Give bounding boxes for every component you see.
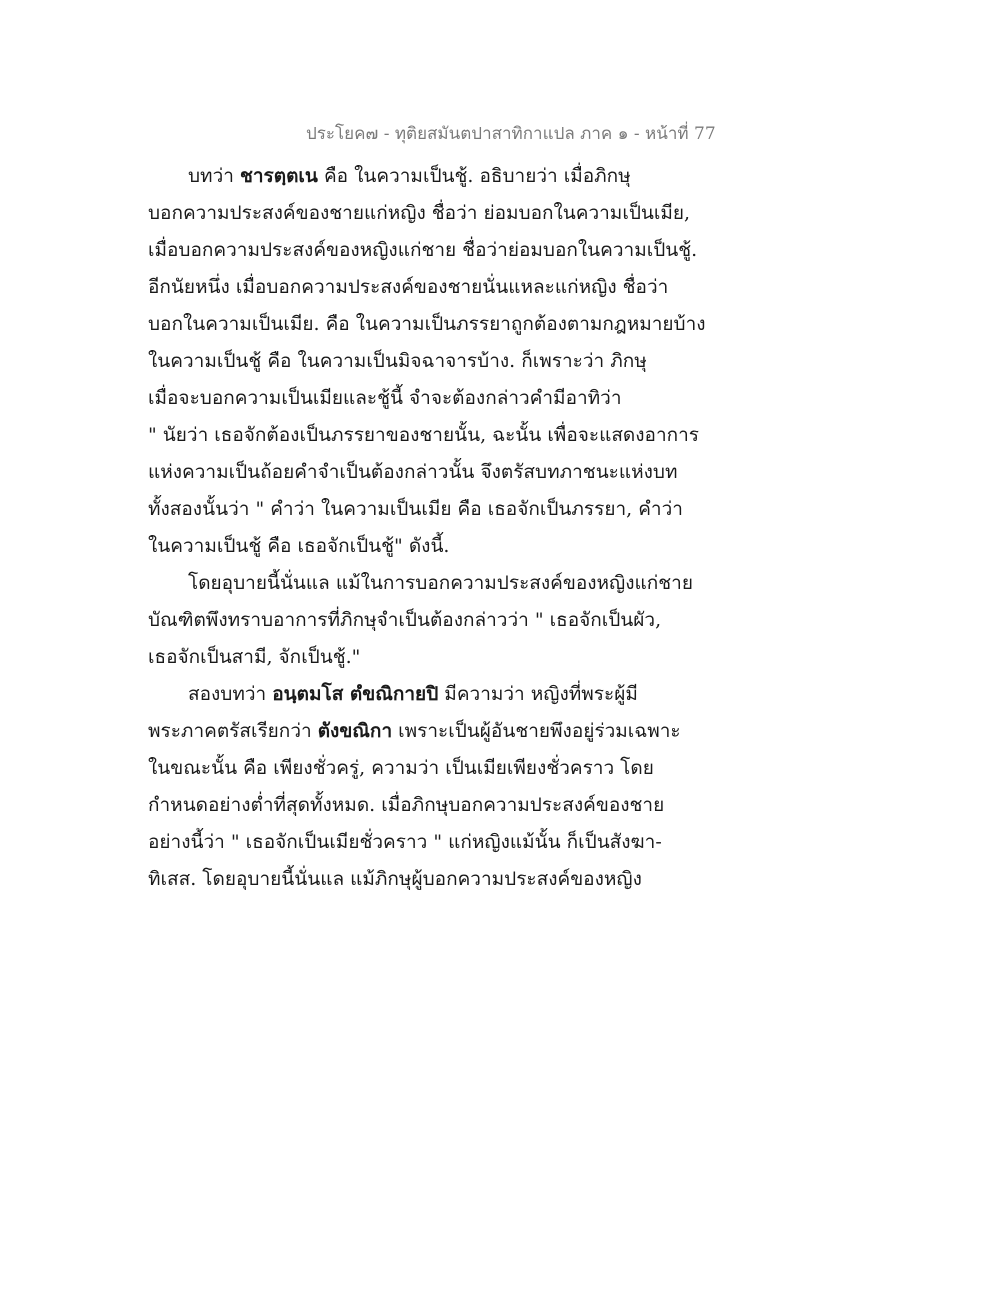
text-segment: กำหนดอย่างต่ำที่สุดทั้งหมด. เมื่อภิกษุบอกความประสงค์ของชาย — [148, 794, 665, 816]
text-segment: " นัยว่า เธอจักต้องเป็นภรรยาของชายนั้น, ฉะนั้น เพื่อจะแสดงอาการ — [148, 424, 699, 446]
text-line — [148, 861, 708, 898]
text-segment: มีความว่า หญิงที่พระผู้มี — [438, 683, 638, 705]
text-segment: เธอจักเป็นสามี, จักเป็นชู้." — [148, 646, 361, 668]
body-text — [148, 158, 708, 898]
bold-term: อนฺตมโส ตํขณิกายปิ — [272, 683, 439, 705]
text-segment: ในความเป็นชู้ คือ เธอจักเป็นชู้" ดังนี้. — [148, 535, 450, 557]
text-line — [148, 269, 708, 306]
text-line — [148, 750, 708, 787]
text-segment: คือ ในความเป็นชู้. อธิบายว่า เมื่อภิกษุ — [317, 165, 631, 187]
text-line — [148, 380, 708, 417]
text-segment: โดยอุบายนี้นั่นแล แม้ในการบอกความประสงค์ของหญิงแก่ชาย — [188, 572, 693, 594]
text-segment: ทั้งสองนั้นว่า " คำว่า ในความเป็นเมีย คือ เธอจักเป็นภรรยา, คำว่า — [148, 498, 683, 520]
paragraph — [148, 158, 708, 565]
text-segment: ในความเป็นชู้ คือ ในความเป็นมิจฉาจารบ้าง. ก็เพราะว่า ภิกษุ — [148, 350, 647, 372]
text-segment: เพราะเป็นผู้อันชายพึงอยู่ร่วมเฉพาะ — [392, 720, 681, 742]
text-line — [148, 417, 708, 454]
bold-term: ตังขณิกา — [317, 720, 393, 742]
text-line — [148, 824, 708, 861]
text-line — [148, 454, 708, 491]
text-segment: สองบทว่า — [188, 683, 273, 705]
text-line — [148, 158, 708, 195]
text-segment: ทิเสส. โดยอุบายนี้นั่นแล แม้ภิกษุผู้บอกความประสงค์ของหญิง — [148, 868, 642, 890]
text-line — [148, 787, 708, 824]
text-segment: อีกนัยหนึ่ง เมื่อบอกความประสงค์ของชายนั่นแหละแก่หญิง ชื่อว่า — [148, 276, 669, 298]
text-segment: อย่างนี้ว่า " เธอจักเป็นเมียชั่วคราว " แก่หญิงแม้นั้น ก็เป็นสังฆา- — [148, 831, 662, 853]
text-segment: บัณฑิตพึงทราบอาการที่ภิกษุจำเป็นต้องกล่าวว่า " เธอจักเป็นผัว, — [148, 609, 662, 631]
text-line — [148, 602, 708, 639]
bold-term: ชารตฺตเน — [239, 165, 318, 187]
text-segment: พระภาคตรัสเรียกว่า — [148, 720, 318, 742]
paragraph — [148, 676, 708, 898]
text-line — [148, 639, 708, 676]
text-line — [148, 565, 708, 602]
text-segment: แห่งความเป็นถ้อยคำจำเป็นต้องกล่าวนั้น จึงตรัสบทภาชนะแห่งบท — [148, 461, 678, 483]
text-segment: เมื่อบอกความประสงค์ของหญิงแก่ชาย ชื่อว่าย่อมบอกในความเป็นชู้. — [148, 239, 698, 261]
text-line — [148, 343, 708, 380]
text-segment: เมื่อจะบอกความเป็นเมียและชู้นี้ จำจะต้องกล่าวคำมีอาทิว่า — [148, 387, 622, 409]
text-line — [148, 528, 708, 565]
running-header: ประโยค๗ - ทุติยสมันตปาสาทิกาแปล ภาค ๑ - หน้าที่ 77 — [306, 124, 716, 144]
text-line — [148, 306, 708, 343]
text-line — [148, 232, 708, 269]
text-segment: ในขณะนั้น คือ เพียงชั่วครู่, ความว่า เป็นเมียเพียงชั่วคราว โดย — [148, 757, 654, 779]
text-line — [148, 676, 708, 713]
text-segment: บอกความประสงค์ของชายแก่หญิง ชื่อว่า ย่อมบอกในความเป็นเมีย, — [148, 202, 691, 224]
text-line — [148, 195, 708, 232]
text-segment: บทว่า — [188, 165, 240, 187]
text-line — [148, 491, 708, 528]
paragraph — [148, 565, 708, 676]
text-line — [148, 713, 708, 750]
text-segment: บอกในความเป็นเมีย. คือ ในความเป็นภรรยาถูกต้องตามกฎหมายบ้าง — [148, 313, 706, 335]
